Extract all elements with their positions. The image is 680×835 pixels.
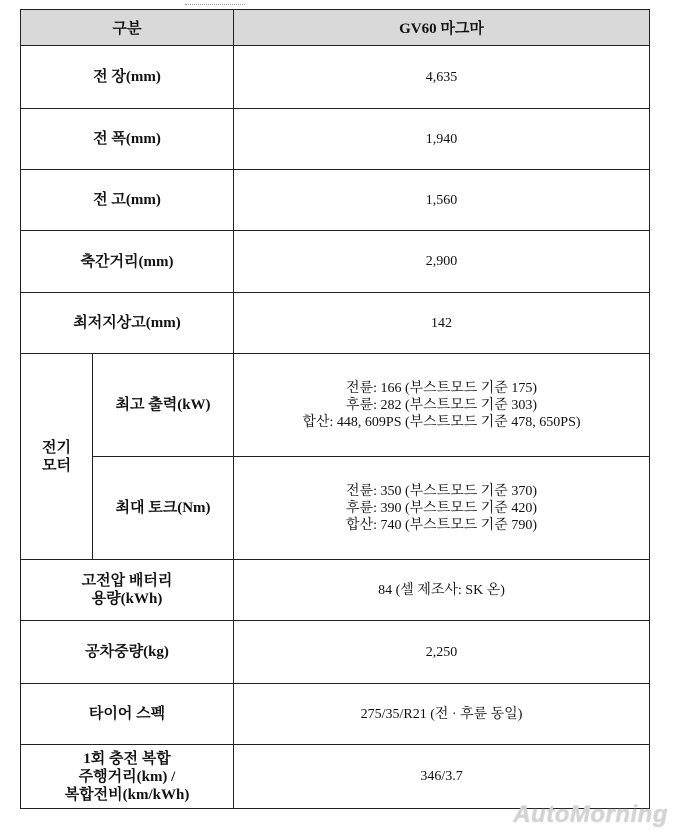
value-line: 후륜: 390 (부스트모드 기준 420) (346, 500, 537, 516)
value-line: 후륜: 282 (부스트모드 기준 303) (346, 397, 537, 413)
table-row (21, 109, 650, 170)
motor-group-label-line: 전기 (42, 439, 71, 456)
label-line: 복합전비(km/kWh) (64, 786, 190, 803)
motor-group-label-line: 모터 (42, 457, 71, 474)
row-value-width: 1,940 (234, 109, 650, 170)
row-label-curb-weight: 공차중량(kg) (21, 621, 234, 684)
row-value-ground-clearance: 142 (234, 293, 650, 354)
row-value-max-torque (234, 457, 650, 560)
row-value-length: 4,635 (234, 46, 650, 109)
row-value-tire: 275/35/R21 (전 · 후륜 동일) (234, 684, 650, 745)
value-line: 합산: 740 (부스트모드 기준 790) (346, 517, 537, 533)
row-label-max-power: 최고 출력(kW) (93, 354, 234, 457)
row-label-length: 전 장(mm) (21, 46, 234, 109)
label-line: 고전압 배터리 (81, 573, 173, 589)
value-line: 전륜: 350 (부스트모드 기준 370) (346, 483, 537, 499)
row-label-range (21, 745, 234, 809)
header-row (21, 10, 650, 46)
row-label-width: 전 폭(mm) (21, 109, 234, 170)
row-label-wheelbase: 축간거리(mm) (21, 231, 234, 293)
table-row (21, 560, 650, 621)
row-value-wheelbase: 2,900 (234, 231, 650, 293)
top-edge-remnant (185, 0, 245, 5)
row-label-battery (21, 560, 234, 621)
label-line: 1회 충전 복합 (83, 750, 171, 767)
header-model: GV60 마그마 (234, 10, 650, 46)
row-value-max-power (234, 354, 650, 457)
row-value-battery: 84 (셀 제조사: SK 온) (234, 560, 650, 621)
row-value-curb-weight: 2,250 (234, 621, 650, 684)
motor-group-label (21, 354, 93, 560)
row-value-range: 346/3.7 (234, 745, 650, 809)
watermark-logo: AutoMorning (513, 801, 668, 828)
table-row (21, 457, 650, 560)
row-label-tire: 타이어 스펙 (21, 684, 234, 745)
label-line: 용량(kWh) (91, 591, 163, 607)
row-label-ground-clearance: 최저지상고(mm) (21, 293, 234, 354)
spec-table (20, 9, 650, 809)
table-row (21, 621, 650, 684)
table-row (21, 354, 650, 457)
row-value-height: 1,560 (234, 170, 650, 231)
table-row (21, 293, 650, 354)
table-row (21, 684, 650, 745)
row-label-height: 전 고(mm) (21, 170, 234, 231)
header-category: 구분 (21, 10, 234, 46)
label-line: 주행거리(km) / (78, 768, 176, 785)
value-line: 합산: 448, 609PS (부스트모드 기준 478, 650PS) (302, 414, 581, 430)
table-row (21, 231, 650, 293)
table-row (21, 745, 650, 809)
value-line: 전륜: 166 (부스트모드 기준 175) (346, 380, 537, 396)
table-row (21, 170, 650, 231)
row-label-max-torque: 최대 토크(Nm) (93, 457, 234, 560)
table-row (21, 46, 650, 109)
